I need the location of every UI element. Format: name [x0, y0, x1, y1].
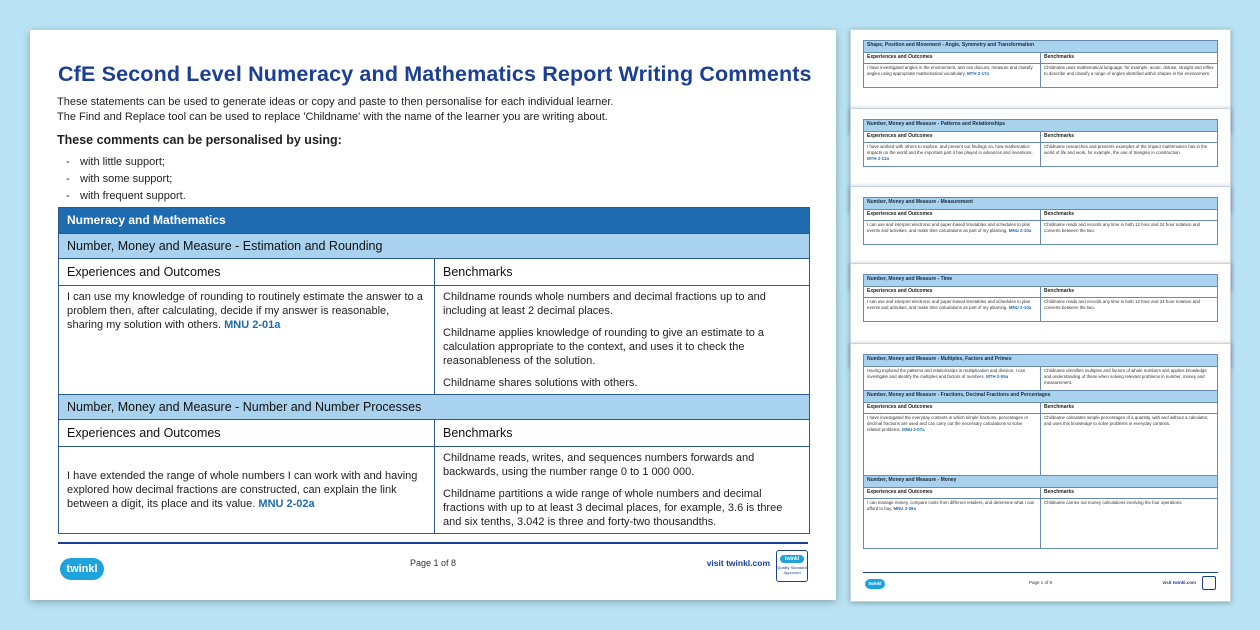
stacked-eo-cell: I can use and interpret electronic and paper-based timetables and schedules to plan events and activities, and make time calculations as part of my planning. MNU 2-10a [864, 298, 1041, 322]
stacked-eo-cell: Having explored the patterns and relationships in multiplication and division, I can investigate and identify the multiples and factors of numbers. MTH 2-05a [864, 367, 1041, 391]
list-item: - with frequent support. [66, 188, 808, 205]
column-header-benchmarks: Benchmarks [435, 420, 810, 447]
stacked-bm-cell: Childname carries out money calculations involving the four operations. [1041, 499, 1218, 549]
outcome-code: MNU 2-02a [258, 498, 315, 510]
intro-text [57, 95, 808, 124]
experiences-outcomes-cell [59, 286, 435, 395]
stacked-page-last [850, 343, 1231, 602]
stacked-col-eo: Experiences and Outcomes [864, 132, 1041, 143]
table-heading: Numeracy and Mathematics [59, 208, 810, 234]
outcome-text: I can use my knowledge of rounding to routinely estimate the answer to a problem then, after calculating, decide if my answer is reasonable, sharing my solution with others. [67, 291, 423, 331]
stacked-col-eo: Experiences and Outcomes [864, 287, 1041, 298]
section-title: Number, Money and Measure - Number and Number Processes [59, 395, 810, 420]
outcome-text: I have extended the range of whole numbers I can work with and having explored how decimal fractions are constructed, can explain the link between a digit, its place and its value. [67, 470, 418, 510]
section-title: Number, Money and Measure - Estimation and Rounding [59, 234, 810, 259]
benchmarks-cell [435, 286, 810, 395]
badge-text: Quality Standard Approved [777, 565, 807, 575]
main-document-page [30, 30, 836, 600]
benchmark-comment: Childname reads, writes, and sequences numbers forwards and backwards, using the number range 0 to 1 000 000. [443, 452, 755, 478]
stacked-section-title: Number, Money and Measure - Money [864, 476, 1218, 488]
stacked-col-eo: Experiences and Outcomes [864, 53, 1041, 64]
benchmark-comment: Childname rounds whole numbers and decimal fractions up to and including at least 2 decimal places. [443, 291, 766, 317]
intro-line-2: The Find and Replace tool can be used to replace 'Childname' with the name of the learner you are writing about. [57, 110, 608, 123]
column-header-benchmarks: Benchmarks [435, 259, 810, 286]
twinkl-logo-icon[interactable]: twinkl [60, 558, 104, 580]
report-comments-table [58, 207, 810, 534]
stacked-page-table [863, 197, 1218, 245]
experiences-outcomes-cell [59, 447, 435, 534]
benchmark-comment: Childname partitions a wide range of whole numbers and decimal fractions with up to at least 3 decimal places, for example, 3.6 is three and six tenths, 3.042 is three and forty-two thousandths. [443, 488, 783, 528]
stacked-section-title: Number, Money and Measure - Fractions, Decimal Fractions and Percentages [864, 391, 1218, 403]
column-header-eo: Experiences and Outcomes [59, 259, 435, 286]
quality-standard-badge-icon [776, 550, 808, 582]
benchmarks-cell [435, 447, 810, 534]
stacked-eo-cell: I can manage money, compare costs from different retailers, and determine what I can afford to buy. MNU 2-09a [864, 499, 1041, 549]
page-number: Page 1 of 8 [409, 558, 457, 568]
visit-twinkl-link[interactable]: visit twinkl.com [706, 558, 770, 568]
stacked-eo-cell: I have worked with others to explore, and present our findings on, how mathematics impacts on the world and the important part it has played in advances and inventions. MTH 2-12a [864, 143, 1041, 167]
list-item: - with some support; [66, 171, 808, 188]
stacked-page-table [863, 119, 1218, 167]
list-item: - with little support; [66, 154, 808, 171]
quality-badge-icon [1202, 576, 1216, 590]
benchmark-comment: Childname applies knowledge of rounding to give an estimate to a calculation appropriate to the context, and uses it to check the reasonableness of the solution. [443, 327, 765, 367]
stacked-page-table [863, 274, 1218, 322]
stacked-bm-cell: Childname reads and records any time in both 12 hour and 24 hour notation and converts between the two. [1041, 221, 1218, 245]
stacked-eo-cell: I have investigated the everyday contexts in which simple fractions, percentages or decimal fractions are used and can carry out the necessary calculations to solve related problems. MNU 2-07a [864, 414, 1041, 476]
stacked-section-title: Number, Money and Measure - Multiples, Factors and Primes [864, 355, 1218, 367]
stacked-bm-cell: Childname identifies multiples and factors of whole numbers and applies knowledge and understanding of these when solving relevant problems in number, money and measurement. [1041, 367, 1218, 391]
stacked-bm-cell: Childname calculates simple percentages of a quantity, with and without a calculator, and uses this knowledge to solve problems in everyday contexts. [1041, 414, 1218, 476]
stacked-col-bm: Benchmarks [1041, 210, 1218, 221]
stacked-col-bm: Benchmarks [1041, 403, 1218, 414]
stacked-page-number: Page 1 of 8 [1028, 580, 1053, 585]
benchmark-comment: Childname shares solutions with others. [443, 377, 638, 389]
personalise-heading: These comments can be personalised by using: [57, 133, 342, 147]
stacked-eo-cell: I have investigated angles in the environment, and can discuss, measure and classify angles using appropriate mathematical vocabulary. MTH 2-17a [864, 64, 1041, 88]
stacked-eo-cell: I can use and interpret electronic and paper-based timetables and schedules to plan events and activities, and make time calculations as part of my planning. MNU 2-10a [864, 221, 1041, 245]
stacked-col-bm: Benchmarks [1041, 287, 1218, 298]
stacked-visit-link[interactable]: visit twinkl.com [1162, 580, 1196, 585]
stacked-section-title: Number, Money and Measure - Time [864, 275, 1218, 287]
table-row [59, 447, 810, 534]
table-row [59, 286, 810, 395]
stacked-bm-cell: Childname researches and presents examples of the impact mathematics has in the world of life and work, for example, the use of triangles in construction. [1041, 143, 1218, 167]
stacked-bm-cell: Childname reads and records any time in both 12 hour and 24 hour notation and converts between the two. [1041, 298, 1218, 322]
stacked-bm-cell: Childname uses mathematical language, for example, acute, obtuse, straight and reflex to describe and classify a range of angles identified within shapes in the environment. [1041, 64, 1218, 88]
stacked-col-eo: Experiences and Outcomes [864, 403, 1041, 414]
stacked-col-bm: Benchmarks [1041, 488, 1218, 499]
twinkl-logo-icon[interactable]: twinkl [865, 579, 885, 589]
stacked-page-table [863, 40, 1218, 88]
stacked-section-title: Shape, Position and Movement - Angle, Symmetry and Transformation [864, 41, 1218, 53]
stacked-page-table [863, 354, 1218, 549]
support-options-list [66, 154, 808, 205]
stacked-col-bm: Benchmarks [1041, 132, 1218, 143]
stacked-page-footer [863, 572, 1218, 596]
stacked-col-eo: Experiences and Outcomes [864, 488, 1041, 499]
stacked-col-eo: Experiences and Outcomes [864, 210, 1041, 221]
badge-logo: twinkl [780, 555, 804, 563]
column-header-eo: Experiences and Outcomes [59, 420, 435, 447]
page-title: CfE Second Level Numeracy and Mathematics Report Writing Comments [58, 62, 812, 86]
intro-line-1: These statements can be used to generate ideas or copy and paste to then personalise for each individual learner. [57, 96, 614, 108]
stacked-section-title: Number, Money and Measure - Patterns and Relationships [864, 120, 1218, 132]
page-footer [58, 542, 808, 590]
stacked-section-title: Number, Money and Measure - Measurement [864, 198, 1218, 210]
outcome-code: MNU 2-01a [224, 319, 281, 331]
stacked-col-bm: Benchmarks [1041, 53, 1218, 64]
